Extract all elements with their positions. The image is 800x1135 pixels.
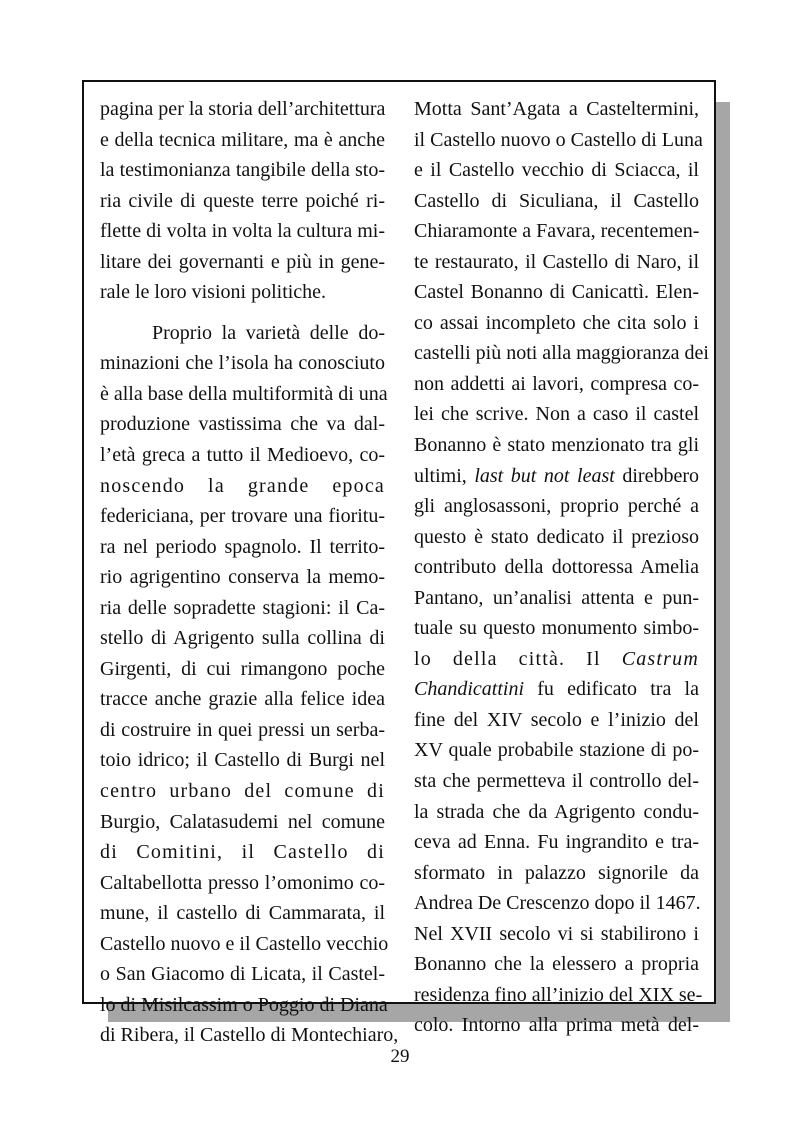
page-number: 29	[390, 1046, 410, 1067]
text-line: produzione vastissima che va dal-	[100, 413, 385, 436]
text-line: gli anglosassoni, proprio perché a	[414, 495, 699, 518]
paragraph-end-line: rale le loro visioni politiche.	[100, 281, 327, 304]
text-line: lo di Misilcassim o Poggio di Diana	[100, 993, 388, 1016]
text-line: l’età greca a tutto il Medioevo, co-	[100, 444, 385, 467]
text-line: mune, il castello di Cammarata, il	[100, 902, 385, 925]
text-line: co assai incompleto che cita solo i	[414, 311, 699, 334]
italic-phrase: last but not least	[474, 464, 615, 487]
text-line: di costruire in quei pressi un serba-	[100, 718, 385, 741]
text-line: non addetti ai lavori, compresa co-	[414, 372, 699, 395]
text-line: fine del XIV secolo e l’inizio del	[414, 708, 699, 731]
text-line: Nel XVII secolo vi si stabilirono i	[414, 922, 699, 945]
text-line: tuale su questo monumento simbo-	[414, 617, 699, 640]
text-line: il Castello nuovo o Castello di Luna	[414, 128, 703, 151]
text-line: Andrea De Crescenzo dopo il 1467.	[414, 892, 701, 915]
text-line: ra nel periodo spagnolo. Il territo-	[100, 535, 385, 558]
text-line: sta che permetteva il controllo del-	[414, 770, 699, 793]
text-frame	[82, 80, 716, 1047]
text-line: Bonanno che la elessero a propria	[414, 953, 699, 976]
text-line: stello di Agrigento sulla collina di	[100, 627, 385, 650]
text-line: rio agrigentino conserva la memo-	[100, 566, 385, 589]
text-line: flette di volta in volta la cultura mi-	[100, 220, 385, 243]
text-line: Castel Bonanno di Canicattì. Elen-	[414, 281, 699, 304]
right-column	[414, 94, 709, 1041]
text-line-with-italic	[414, 644, 699, 675]
line-text: direbbero	[614, 464, 699, 487]
text-line: castelli più noti alla maggioranza dei	[414, 342, 709, 365]
text-line: la testimonianza tangibile della sto-	[100, 159, 385, 182]
text-line: Castello di Siculiana, il Castello	[414, 189, 699, 212]
text-line: di Comitini, il Castello di	[100, 841, 385, 864]
text-line: ria delle sopradette stagioni: il Ca-	[100, 596, 385, 619]
text-line: e della tecnica militare, ma è anche	[100, 128, 385, 151]
text-line: pagina per la storia dell’architettura	[100, 98, 386, 120]
paragraph-start-line: Proprio la varietà delle do-	[152, 321, 385, 344]
text-line: litare dei governanti e più in gene-	[100, 250, 385, 273]
text-line: Bonanno è stato menzionato tra gli	[414, 434, 699, 457]
text-line: centro urbano del comune di	[100, 780, 385, 803]
italic-phrase: Chandicattini	[414, 678, 524, 701]
text-line: XV quale probabile stazione di po-	[414, 739, 699, 762]
text-line: federiciana, per trovare una fioritu-	[100, 505, 385, 528]
text-line: è alla base della multiformità di una	[100, 382, 388, 405]
italic-phrase: Castrum	[621, 647, 699, 670]
text-line: colo. Intorno alla prima metà del-	[414, 1014, 699, 1037]
text-line: residenza fino all’inizio del XIX se-	[414, 983, 703, 1006]
line-text: fu edificato tra la	[524, 678, 699, 701]
text-line: lei che scrive. Non a caso il castel	[414, 403, 699, 426]
text-line: Motta Sant’Agata a Casteltermini,	[414, 98, 699, 120]
text-line: e il Castello vecchio di Sciacca, il	[414, 159, 699, 182]
text-line: Girgenti, di cui rimangono poche	[100, 657, 385, 680]
text-line: questo è stato dedicato il prezioso	[414, 525, 699, 548]
line-text: ultimi,	[414, 464, 475, 487]
text-line: noscendo la grande epoca	[100, 474, 385, 497]
text-line-with-italic	[414, 461, 699, 492]
text-line: minazioni che l’isola ha conosciuto	[100, 352, 385, 375]
text-line: la strada che da Agrigento condu-	[414, 800, 699, 823]
text-line: Pantano, un’analisi attenta e pun-	[414, 586, 699, 609]
text-line: di Ribera, il Castello di Montechiaro,	[100, 1024, 399, 1047]
text-line: toio idrico; il Castello di Burgi nel	[100, 749, 385, 772]
text-line: ceva ad Enna. Fu ingrandito e tra-	[414, 831, 699, 854]
text-line: te restaurato, il Castello di Naro, il	[414, 250, 699, 273]
text-line: Castello nuovo e il Castello vecchio	[100, 932, 389, 955]
text-line: tracce anche grazie alla felice idea	[100, 688, 385, 711]
text-line: contributo della dottoressa Amelia	[414, 556, 699, 579]
text-line: Burgio, Calatasudemi nel comune	[100, 810, 385, 833]
line-text: lo della città. Il	[414, 647, 622, 670]
left-column	[100, 94, 399, 1051]
text-line: Chiaramonte a Favara, recentemen-	[414, 220, 700, 243]
text-line: Caltabellotta presso l’omonimo co-	[100, 871, 385, 894]
text-line-with-italic	[414, 674, 699, 705]
text-line: o San Giacomo di Licata, il Castel-	[100, 963, 385, 986]
text-line: ria civile di queste terre poiché ri-	[100, 189, 385, 212]
text-line: sformato in palazzo signorile da	[414, 861, 699, 884]
